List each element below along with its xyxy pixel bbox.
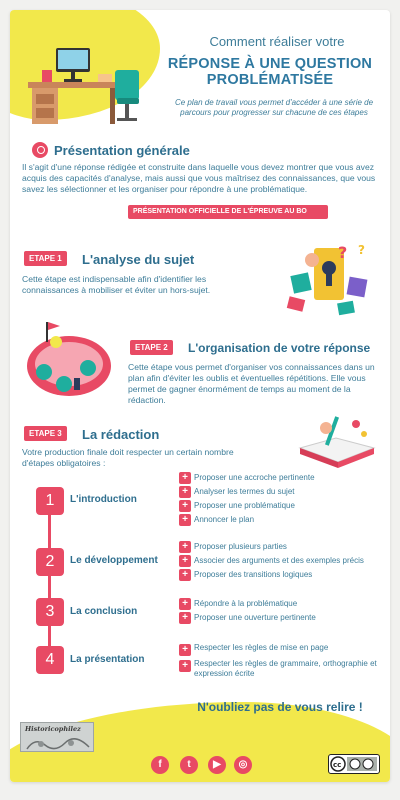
logo-sketch xyxy=(25,735,91,751)
step-4-number: 4 xyxy=(36,646,64,674)
closing-message: N'oubliez pas de vous relire ! xyxy=(197,700,363,714)
list-item: + Répondre à la problématique xyxy=(179,597,316,611)
step-3-number: 3 xyxy=(36,598,64,626)
step-4-items xyxy=(179,643,387,678)
step-3-items xyxy=(179,597,316,625)
etape-3-title: La rédaction xyxy=(82,427,160,442)
plus-icon: + xyxy=(179,500,191,512)
plus-icon: + xyxy=(179,598,191,610)
etape-2-badge: ETAPE 2 xyxy=(130,340,173,355)
step-1-number: 1 xyxy=(36,487,64,515)
list-item: + Proposer plusieurs parties xyxy=(179,540,364,554)
plus-icon: + xyxy=(179,569,191,581)
step-1-items xyxy=(179,471,315,527)
step-3-label: La conclusion xyxy=(70,606,138,617)
facebook-icon[interactable]: f xyxy=(151,756,169,774)
list-item: + Respecter les règles de grammaire, orthographie et expression écrite xyxy=(179,659,387,678)
intro-text: Ce plan de travail vous permet d'accéder à une série de parcours pour progresser sur chacune de ces étapes xyxy=(174,98,374,117)
list-item: + Proposer une problématique xyxy=(179,499,315,513)
plus-icon: + xyxy=(179,486,191,498)
step-2-number: 2 xyxy=(36,548,64,576)
overview-text: Il s'agit d'une réponse rédigée et construite dans laquelle vous devez montrer que vous avez acquis des capacités d'analyse, mais aussi que vous maîtrisez des connaissances, que vous savez les sélectionner et les organiser pour répondre à une problématique. xyxy=(22,162,376,194)
youtube-icon[interactable]: ▶ xyxy=(208,756,226,774)
plus-icon: + xyxy=(179,541,191,553)
svg-text:cc: cc xyxy=(333,761,342,769)
svg-text:?: ? xyxy=(358,243,365,257)
board-game-illustration xyxy=(24,316,114,400)
historicophilez-logo: Historicophilez xyxy=(20,722,94,752)
page-title: RÉPONSE À UNE QUESTION PROBLÉMATISÉE xyxy=(167,56,373,88)
list-item: + Proposer une ouverture pertinente xyxy=(179,611,316,625)
step-4-label: La présentation xyxy=(70,654,145,665)
plus-icon: + xyxy=(179,472,191,484)
etape-1-badge: ETAPE 1 xyxy=(24,251,67,266)
list-item: + Proposer des transitions logiques xyxy=(179,568,364,582)
list-item: + Annoncer le plan xyxy=(179,513,315,527)
plus-icon: + xyxy=(179,612,191,624)
etape-2-text: Cette étape vous permet d'organiser vos connaissances dans un plan afin d'éviter les oublis et éventuelles répétitions. Elle vous permet de gagner énormément de temps au moment de la rédaction. xyxy=(128,362,375,405)
step-2-items xyxy=(179,540,364,582)
official-presentation-link[interactable]: PRÉSENTATION OFFICIELLE DE L'ÉPREUVE AU BO xyxy=(128,205,328,219)
plus-icon: + xyxy=(179,555,191,567)
step-1-label: L'introduction xyxy=(70,494,137,505)
etape-3-text: Votre production finale doit respecter un certain nombre d'étapes obligatoires : xyxy=(22,447,234,468)
etape-2-title: L'organisation de votre réponse xyxy=(188,341,371,355)
writing-illustration xyxy=(290,408,384,474)
twitter-icon[interactable]: t xyxy=(180,756,198,774)
puzzle-illustration xyxy=(278,238,378,320)
etape-1-text: Cette étape est indispensable afin d'identifier les connaissances à mobiliser et éviter un hors-sujet. xyxy=(22,274,211,295)
cc-icon xyxy=(329,755,379,773)
instagram-icon[interactable]: ◎ xyxy=(234,756,252,774)
desk-illustration xyxy=(20,30,150,128)
infographic-card xyxy=(10,10,390,782)
creative-commons-license[interactable] xyxy=(328,754,380,774)
title-small: Comment réaliser votre xyxy=(209,34,345,49)
list-item: + Analyser les termes du sujet xyxy=(179,485,315,499)
list-item: + Proposer une accroche pertinente xyxy=(179,471,315,485)
plus-icon: + xyxy=(179,644,191,656)
svg-text:?: ? xyxy=(338,243,348,262)
list-item: + Respecter les règles de mise en page xyxy=(179,643,387,656)
location-pin-icon xyxy=(32,142,48,158)
plus-icon: + xyxy=(179,660,191,672)
timeline-line xyxy=(48,498,51,666)
etape-3-badge: ETAPE 3 xyxy=(24,426,67,441)
plus-icon: + xyxy=(179,514,191,526)
overview-title: Présentation générale xyxy=(54,143,190,158)
list-item: + Associer des arguments et des exemples précis xyxy=(179,554,364,568)
step-2-label: Le développement xyxy=(70,555,158,566)
etape-1-title: L'analyse du sujet xyxy=(82,252,195,267)
